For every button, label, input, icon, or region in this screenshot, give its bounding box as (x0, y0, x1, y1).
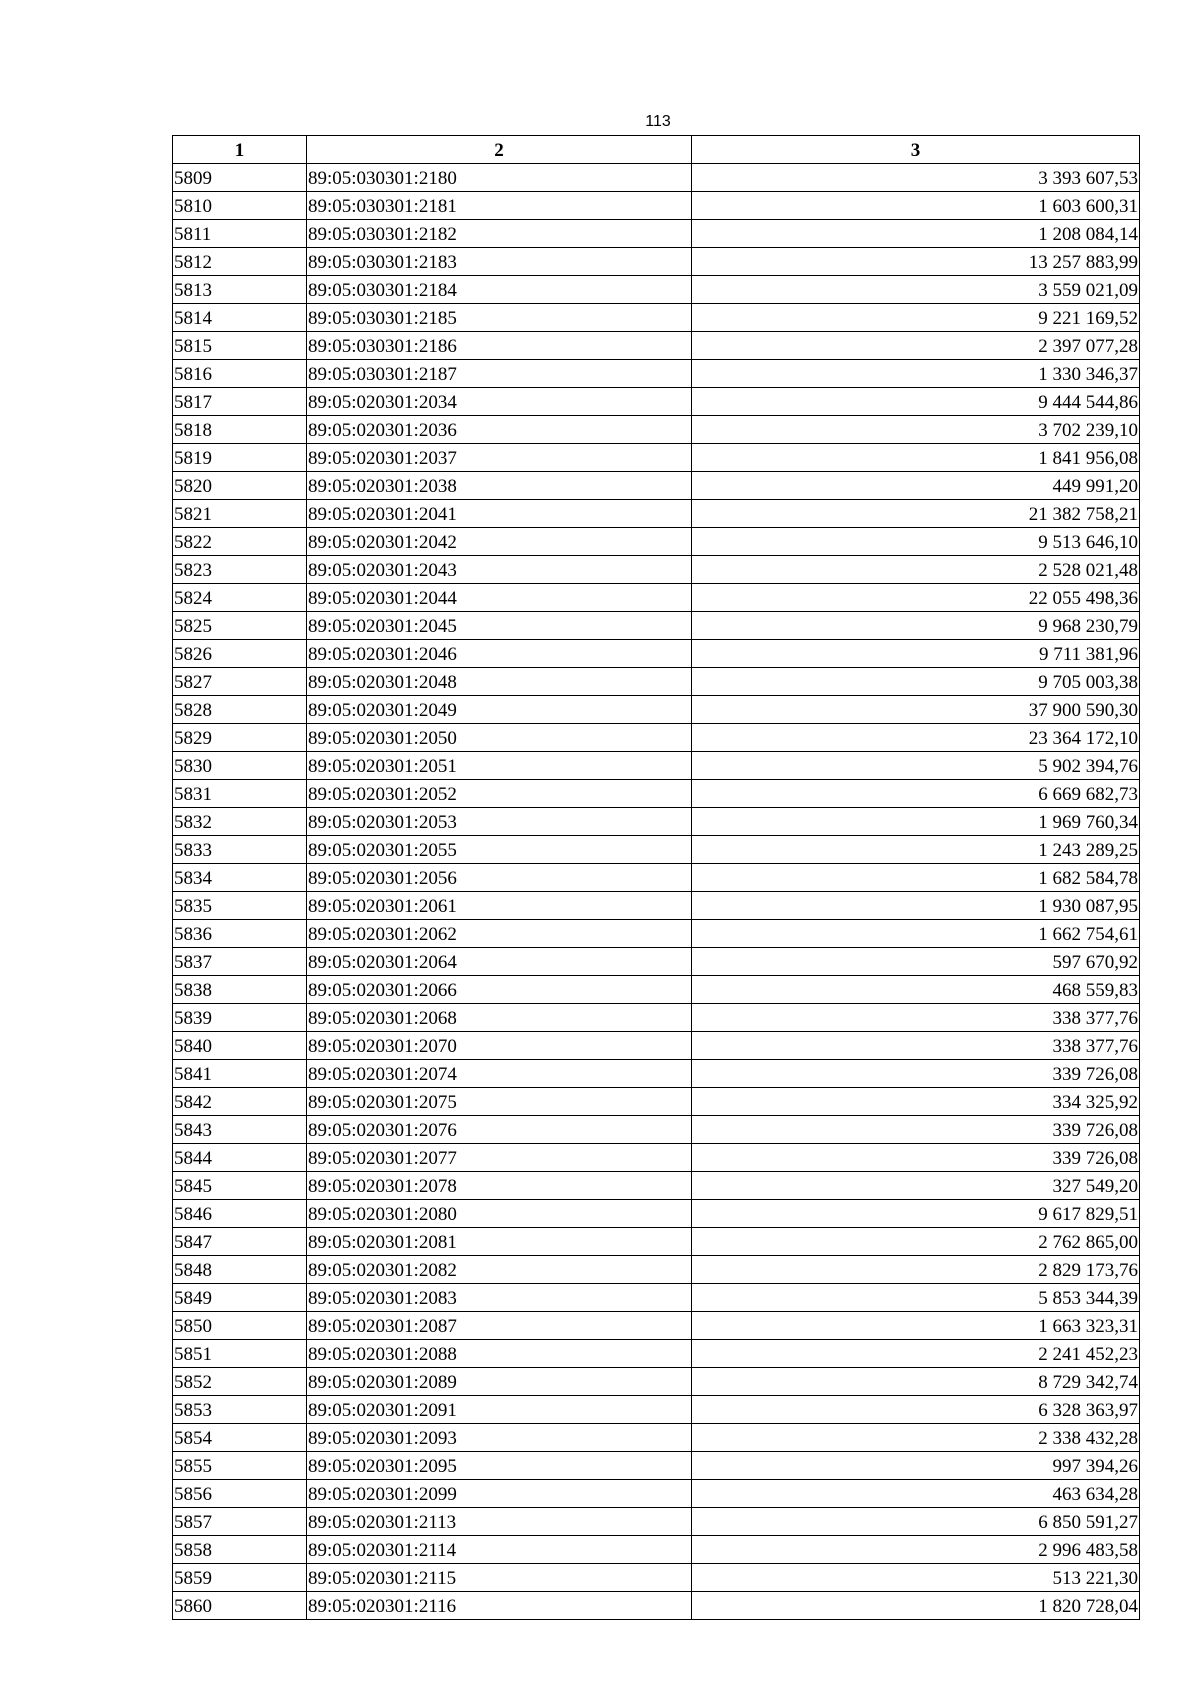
row-number-cell: 5820 (173, 472, 307, 500)
cadastral-value-cell: 338 377,76 (692, 1004, 1140, 1032)
row-number-cell: 5841 (173, 1060, 307, 1088)
table-row (173, 1088, 1140, 1116)
cadastral-value-cell: 9 444 544,86 (692, 388, 1140, 416)
table-row (173, 1144, 1140, 1172)
cadastral-value-cell: 468 559,83 (692, 976, 1140, 1004)
cadastral-number-cell: 89:05:020301:2068 (307, 1004, 692, 1032)
cadastral-value-cell: 1 841 956,08 (692, 444, 1140, 472)
cadastral-value-cell: 334 325,92 (692, 1088, 1140, 1116)
cadastral-value-cell: 9 221 169,52 (692, 304, 1140, 332)
cadastral-number-cell: 89:05:020301:2113 (307, 1508, 692, 1536)
row-number-cell: 5819 (173, 444, 307, 472)
cadastral-number-cell: 89:05:020301:2052 (307, 780, 692, 808)
row-number-cell: 5833 (173, 836, 307, 864)
cadastral-value-cell: 997 394,26 (692, 1452, 1140, 1480)
cadastral-value-cell: 23 364 172,10 (692, 724, 1140, 752)
table-row (173, 192, 1140, 220)
cadastral-number-cell: 89:05:020301:2099 (307, 1480, 692, 1508)
table-row (173, 1312, 1140, 1340)
table-row (173, 1396, 1140, 1424)
cadastral-value-cell: 513 221,30 (692, 1564, 1140, 1592)
row-number-cell: 5814 (173, 304, 307, 332)
table-row (173, 752, 1140, 780)
table-row (173, 528, 1140, 556)
table-row (173, 444, 1140, 472)
cadastral-number-cell: 89:05:020301:2115 (307, 1564, 692, 1592)
cadastral-value-cell: 8 729 342,74 (692, 1368, 1140, 1396)
table-row (173, 696, 1140, 724)
cadastral-number-cell: 89:05:020301:2081 (307, 1228, 692, 1256)
table-row (173, 948, 1140, 976)
table-row (173, 1032, 1140, 1060)
cadastral-number-cell: 89:05:020301:2049 (307, 696, 692, 724)
cadastral-number-cell: 89:05:020301:2036 (307, 416, 692, 444)
row-number-cell: 5846 (173, 1200, 307, 1228)
row-number-cell: 5823 (173, 556, 307, 584)
table-row (173, 1004, 1140, 1032)
cadastral-value-cell: 2 338 432,28 (692, 1424, 1140, 1452)
table-row (173, 780, 1140, 808)
row-number-cell: 5826 (173, 640, 307, 668)
cadastral-number-cell: 89:05:020301:2078 (307, 1172, 692, 1200)
cadastral-value-cell: 1 603 600,31 (692, 192, 1140, 220)
cadastral-value-cell: 13 257 883,99 (692, 248, 1140, 276)
cadastral-value-cell: 339 726,08 (692, 1116, 1140, 1144)
cadastral-number-cell: 89:05:020301:2051 (307, 752, 692, 780)
row-number-cell: 5850 (173, 1312, 307, 1340)
column-header-3: 3 (692, 136, 1140, 164)
cadastral-number-cell: 89:05:020301:2046 (307, 640, 692, 668)
table-row (173, 556, 1140, 584)
table-row (173, 976, 1140, 1004)
cadastral-number-cell: 89:05:020301:2045 (307, 612, 692, 640)
table-row (173, 220, 1140, 248)
table-row (173, 1452, 1140, 1480)
row-number-cell: 5818 (173, 416, 307, 444)
cadastral-value-cell: 22 055 498,36 (692, 584, 1140, 612)
table-row (173, 1340, 1140, 1368)
cadastral-number-cell: 89:05:020301:2070 (307, 1032, 692, 1060)
cadastral-number-cell: 89:05:020301:2050 (307, 724, 692, 752)
cadastral-value-cell: 1 682 584,78 (692, 864, 1140, 892)
table-row (173, 1480, 1140, 1508)
page-number: 113 (645, 113, 671, 130)
cadastral-number-cell: 89:05:020301:2062 (307, 920, 692, 948)
cadastral-value-cell: 9 513 646,10 (692, 528, 1140, 556)
column-header-1: 1 (173, 136, 307, 164)
cadastral-value-cell: 2 762 865,00 (692, 1228, 1140, 1256)
cadastral-number-cell: 89:05:020301:2083 (307, 1284, 692, 1312)
table-row (173, 668, 1140, 696)
cadastral-value-cell: 9 711 381,96 (692, 640, 1140, 668)
cadastral-number-cell: 89:05:020301:2056 (307, 864, 692, 892)
table-row (173, 1256, 1140, 1284)
row-number-cell: 5813 (173, 276, 307, 304)
cadastral-number-cell: 89:05:030301:2186 (307, 332, 692, 360)
header-row (173, 136, 1140, 164)
row-number-cell: 5835 (173, 892, 307, 920)
table-row (173, 1228, 1140, 1256)
cadastral-value-cell: 1 969 760,34 (692, 808, 1140, 836)
table-row (173, 836, 1140, 864)
cadastral-number-cell: 89:05:030301:2187 (307, 360, 692, 388)
cadastral-number-cell: 89:05:020301:2042 (307, 528, 692, 556)
cadastral-value-cell: 9 705 003,38 (692, 668, 1140, 696)
cadastral-value-cell: 3 393 607,53 (692, 164, 1140, 192)
cadastral-value-cell: 37 900 590,30 (692, 696, 1140, 724)
row-number-cell: 5825 (173, 612, 307, 640)
row-number-cell: 5836 (173, 920, 307, 948)
cadastral-number-cell: 89:05:030301:2182 (307, 220, 692, 248)
row-number-cell: 5852 (173, 1368, 307, 1396)
row-number-cell: 5854 (173, 1424, 307, 1452)
cadastral-number-cell: 89:05:020301:2076 (307, 1116, 692, 1144)
table-row (173, 1564, 1140, 1592)
cadastral-value-cell: 1 662 754,61 (692, 920, 1140, 948)
table-row (173, 388, 1140, 416)
row-number-cell: 5858 (173, 1536, 307, 1564)
data-table (172, 135, 1140, 1620)
cadastral-value-cell: 463 634,28 (692, 1480, 1140, 1508)
cadastral-number-cell: 89:05:020301:2077 (307, 1144, 692, 1172)
row-number-cell: 5830 (173, 752, 307, 780)
cadastral-number-cell: 89:05:020301:2089 (307, 1368, 692, 1396)
cadastral-number-cell: 89:05:020301:2082 (307, 1256, 692, 1284)
table-body (173, 164, 1140, 1620)
cadastral-value-cell: 339 726,08 (692, 1060, 1140, 1088)
cadastral-number-cell: 89:05:020301:2041 (307, 500, 692, 528)
table-header (173, 136, 1140, 164)
cadastral-number-cell: 89:05:030301:2185 (307, 304, 692, 332)
cadastral-value-cell: 449 991,20 (692, 472, 1140, 500)
cadastral-number-cell: 89:05:020301:2066 (307, 976, 692, 1004)
row-number-cell: 5812 (173, 248, 307, 276)
cadastral-number-cell: 89:05:020301:2044 (307, 584, 692, 612)
table-row (173, 640, 1140, 668)
cadastral-number-cell: 89:05:020301:2075 (307, 1088, 692, 1116)
row-number-cell: 5851 (173, 1340, 307, 1368)
cadastral-value-cell: 338 377,76 (692, 1032, 1140, 1060)
cadastral-number-cell: 89:05:020301:2061 (307, 892, 692, 920)
row-number-cell: 5811 (173, 220, 307, 248)
cadastral-number-cell: 89:05:020301:2091 (307, 1396, 692, 1424)
table-row (173, 1172, 1140, 1200)
cadastral-value-cell: 3 702 239,10 (692, 416, 1140, 444)
cadastral-number-cell: 89:05:020301:2080 (307, 1200, 692, 1228)
table-row (173, 864, 1140, 892)
row-number-cell: 5837 (173, 948, 307, 976)
cadastral-value-cell: 2 996 483,58 (692, 1536, 1140, 1564)
cadastral-value-cell: 6 328 363,97 (692, 1396, 1140, 1424)
table-row (173, 416, 1140, 444)
column-header-2: 2 (307, 136, 692, 164)
table-row (173, 584, 1140, 612)
cadastral-value-cell: 5 853 344,39 (692, 1284, 1140, 1312)
row-number-cell: 5842 (173, 1088, 307, 1116)
cadastral-number-cell: 89:05:030301:2183 (307, 248, 692, 276)
cadastral-value-cell: 1 243 289,25 (692, 836, 1140, 864)
cadastral-number-cell: 89:05:020301:2087 (307, 1312, 692, 1340)
cadastral-number-cell: 89:05:030301:2181 (307, 192, 692, 220)
cadastral-number-cell: 89:05:030301:2184 (307, 276, 692, 304)
row-number-cell: 5845 (173, 1172, 307, 1200)
cadastral-number-cell: 89:05:020301:2095 (307, 1452, 692, 1480)
table-row (173, 1424, 1140, 1452)
table-row (173, 1284, 1140, 1312)
cadastral-value-cell: 6 669 682,73 (692, 780, 1140, 808)
row-number-cell: 5847 (173, 1228, 307, 1256)
row-number-cell: 5810 (173, 192, 307, 220)
table-row (173, 164, 1140, 192)
table-row (173, 808, 1140, 836)
cadastral-value-cell: 339 726,08 (692, 1144, 1140, 1172)
table-row (173, 724, 1140, 752)
row-number-cell: 5834 (173, 864, 307, 892)
cadastral-value-cell: 9 617 829,51 (692, 1200, 1140, 1228)
table-row (173, 920, 1140, 948)
cadastral-value-cell: 1 820 728,04 (692, 1592, 1140, 1620)
cadastral-value-cell: 3 559 021,09 (692, 276, 1140, 304)
cadastral-number-cell: 89:05:020301:2043 (307, 556, 692, 584)
row-number-cell: 5853 (173, 1396, 307, 1424)
table-row (173, 892, 1140, 920)
cadastral-number-cell: 89:05:020301:2088 (307, 1340, 692, 1368)
row-number-cell: 5827 (173, 668, 307, 696)
cadastral-number-cell: 89:05:020301:2116 (307, 1592, 692, 1620)
table-row (173, 500, 1140, 528)
cadastral-number-cell: 89:05:020301:2037 (307, 444, 692, 472)
table-row (173, 1508, 1140, 1536)
cadastral-value-cell: 2 241 452,23 (692, 1340, 1140, 1368)
table-row (173, 360, 1140, 388)
table-row (173, 1368, 1140, 1396)
cadastral-value-cell: 327 549,20 (692, 1172, 1140, 1200)
table-row (173, 1060, 1140, 1088)
row-number-cell: 5828 (173, 696, 307, 724)
row-number-cell: 5860 (173, 1592, 307, 1620)
row-number-cell: 5839 (173, 1004, 307, 1032)
cadastral-value-cell: 2 829 173,76 (692, 1256, 1140, 1284)
cadastral-value-cell: 21 382 758,21 (692, 500, 1140, 528)
cadastral-value-cell: 2 397 077,28 (692, 332, 1140, 360)
cadastral-value-cell: 5 902 394,76 (692, 752, 1140, 780)
cadastral-value-cell: 1 663 323,31 (692, 1312, 1140, 1340)
cadastral-number-cell: 89:05:020301:2055 (307, 836, 692, 864)
row-number-cell: 5840 (173, 1032, 307, 1060)
cadastral-value-cell: 1 330 346,37 (692, 360, 1140, 388)
table-row (173, 472, 1140, 500)
cadastral-number-cell: 89:05:030301:2180 (307, 164, 692, 192)
row-number-cell: 5809 (173, 164, 307, 192)
table-row (173, 304, 1140, 332)
cadastral-number-cell: 89:05:020301:2064 (307, 948, 692, 976)
cadastral-value-cell: 2 528 021,48 (692, 556, 1140, 584)
row-number-cell: 5816 (173, 360, 307, 388)
cadastral-number-cell: 89:05:020301:2074 (307, 1060, 692, 1088)
row-number-cell: 5831 (173, 780, 307, 808)
cadastral-number-cell: 89:05:020301:2038 (307, 472, 692, 500)
row-number-cell: 5849 (173, 1284, 307, 1312)
cadastral-number-cell: 89:05:020301:2048 (307, 668, 692, 696)
row-number-cell: 5824 (173, 584, 307, 612)
row-number-cell: 5848 (173, 1256, 307, 1284)
row-number-cell: 5843 (173, 1116, 307, 1144)
row-number-cell: 5815 (173, 332, 307, 360)
table-row (173, 1200, 1140, 1228)
cadastral-number-cell: 89:05:020301:2114 (307, 1536, 692, 1564)
table-row (173, 1116, 1140, 1144)
table-row (173, 612, 1140, 640)
cadastral-value-cell: 1 208 084,14 (692, 220, 1140, 248)
table-row (173, 1592, 1140, 1620)
row-number-cell: 5857 (173, 1508, 307, 1536)
row-number-cell: 5855 (173, 1452, 307, 1480)
row-number-cell: 5822 (173, 528, 307, 556)
row-number-cell: 5859 (173, 1564, 307, 1592)
row-number-cell: 5829 (173, 724, 307, 752)
cadastral-number-cell: 89:05:020301:2053 (307, 808, 692, 836)
row-number-cell: 5844 (173, 1144, 307, 1172)
table-row (173, 332, 1140, 360)
cadastral-value-cell: 1 930 087,95 (692, 892, 1140, 920)
row-number-cell: 5838 (173, 976, 307, 1004)
row-number-cell: 5856 (173, 1480, 307, 1508)
table-row (173, 248, 1140, 276)
cadastral-value-cell: 6 850 591,27 (692, 1508, 1140, 1536)
row-number-cell: 5832 (173, 808, 307, 836)
row-number-cell: 5817 (173, 388, 307, 416)
cadastral-number-cell: 89:05:020301:2034 (307, 388, 692, 416)
row-number-cell: 5821 (173, 500, 307, 528)
cadastral-number-cell: 89:05:020301:2093 (307, 1424, 692, 1452)
table-row (173, 276, 1140, 304)
cadastral-value-cell: 9 968 230,79 (692, 612, 1140, 640)
cadastral-value-cell: 597 670,92 (692, 948, 1140, 976)
table-row (173, 1536, 1140, 1564)
